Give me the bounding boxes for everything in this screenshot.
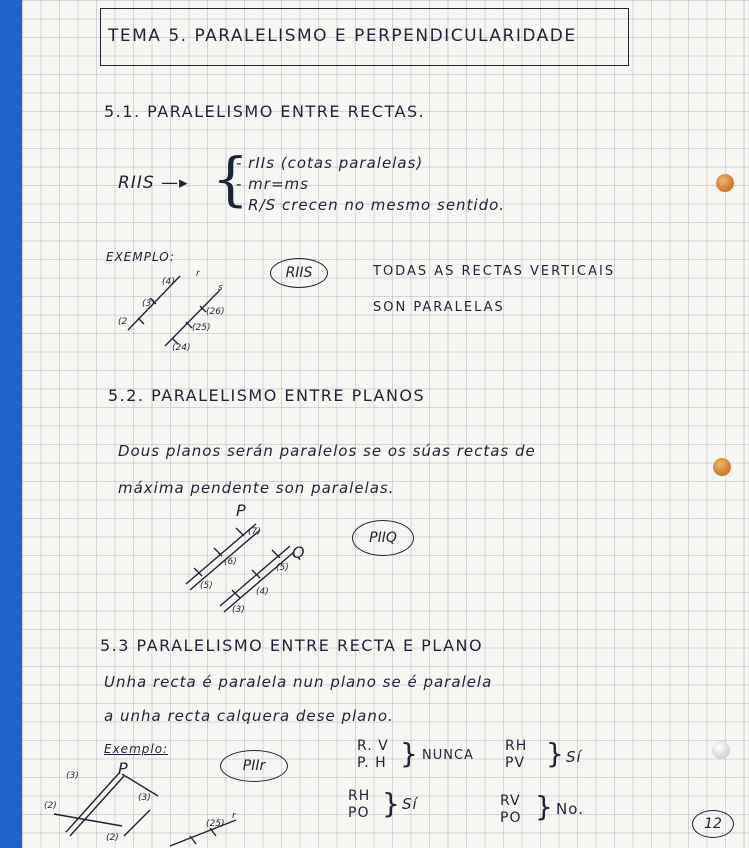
paragraph-line: máxima pendente son paralelas. — [118, 479, 395, 497]
sketch-label: (5) — [276, 563, 289, 573]
binder-hole — [716, 174, 734, 192]
paragraph-line: a unha recta calquera dese plano. — [104, 707, 394, 725]
rule-top: RH — [348, 788, 371, 804]
rule-brace: } — [382, 787, 401, 820]
notation-circle-text: PIIr — [242, 758, 266, 774]
note-line: SON PARALELAS — [373, 300, 505, 315]
section-heading-5-3: 5.3 PARALELISMO ENTRE RECTA E PLANO — [100, 636, 484, 655]
notebook-spine — [0, 0, 22, 848]
notation-circle-text: PIIQ — [369, 530, 397, 546]
sketch-label: (3) — [66, 771, 79, 781]
notation-circle — [352, 520, 414, 556]
binder-hole — [712, 741, 730, 759]
rule-top: RV — [500, 793, 521, 809]
condition-item: - R/S crecen no mesmo sentido. — [236, 196, 506, 214]
rule-result: No. — [556, 800, 584, 818]
condition-item: - mr=ms — [236, 175, 309, 193]
sketch-label: (5) — [200, 581, 213, 591]
rule-bottom: PO — [500, 810, 522, 826]
sketch-label: (2 — [118, 317, 128, 327]
sketch-label: r — [232, 811, 236, 821]
example-label: EXEMPLO: — [106, 250, 176, 264]
sketch-label: (25) — [206, 819, 225, 829]
sketch-label: (2) — [106, 833, 119, 843]
rule-top: R. V — [357, 738, 389, 754]
parallel-planes-sketch — [178, 502, 318, 617]
sketch-label: r — [196, 269, 200, 279]
sketch-label: (25) — [192, 323, 211, 333]
notation-circle-text: RIIS — [285, 265, 313, 281]
sketch-label: (3) — [142, 299, 155, 309]
paragraph-line: Unha recta é paralela nun plano se é paralela — [104, 673, 493, 691]
line-plane-sketch — [40, 760, 250, 848]
sketch-label: (6) — [224, 557, 237, 567]
notation-circle — [270, 258, 328, 288]
rule-brace: } — [546, 737, 565, 770]
rule-brace: } — [535, 790, 554, 823]
rule-bottom: P. H — [357, 755, 387, 771]
rule-result: Sí — [402, 795, 418, 813]
sketch-label: (24) — [172, 343, 191, 353]
page-title: TEMA 5. PARALELISMO E PERPENDICULARIDADE — [108, 26, 577, 46]
sketch-label: (26) — [206, 307, 225, 317]
section-heading-5-2: 5.2. PARALELISMO ENTRE PLANOS — [108, 386, 426, 405]
note-line: TODAS AS RECTAS VERTICAIS — [373, 264, 616, 279]
rule-result: NUNCA — [422, 748, 474, 763]
condition-item: - rIIs (cotas paralelas) — [236, 154, 424, 172]
rule-brace: } — [400, 737, 419, 770]
sketch-label: (3) — [232, 605, 245, 615]
brace-symbol: { — [212, 145, 249, 213]
sketch-label: (4) — [256, 587, 269, 597]
page-number: 12 — [704, 816, 722, 832]
section-heading-5-1: 5.1. PARALELISMO ENTRE RECTAS. — [104, 102, 426, 121]
rule-top: RH — [505, 738, 528, 754]
paragraph-line: Dous planos serán paralelos se os súas rectas de — [118, 442, 536, 460]
sketch-label: P — [236, 501, 246, 520]
parallel-lines-sketch — [110, 268, 240, 358]
example-label: Exemplo: — [104, 742, 169, 756]
page-number-circle — [692, 810, 734, 838]
sketch-label: (7) — [248, 527, 261, 537]
sketch-label: (4) — [162, 277, 175, 287]
sketch-label: s — [218, 283, 223, 293]
sketch-label: (3) — [138, 793, 151, 803]
sketch-label: P — [118, 759, 128, 778]
sketch-label: (2) — [44, 801, 57, 811]
binder-hole — [713, 458, 731, 476]
parallel-condition-lhs: RIIS —▸ — [118, 173, 189, 193]
rule-bottom: PV — [505, 755, 526, 771]
sketch-label: Q — [292, 543, 305, 562]
rule-result: Sí — [566, 748, 582, 766]
rule-bottom: PO — [348, 805, 370, 821]
